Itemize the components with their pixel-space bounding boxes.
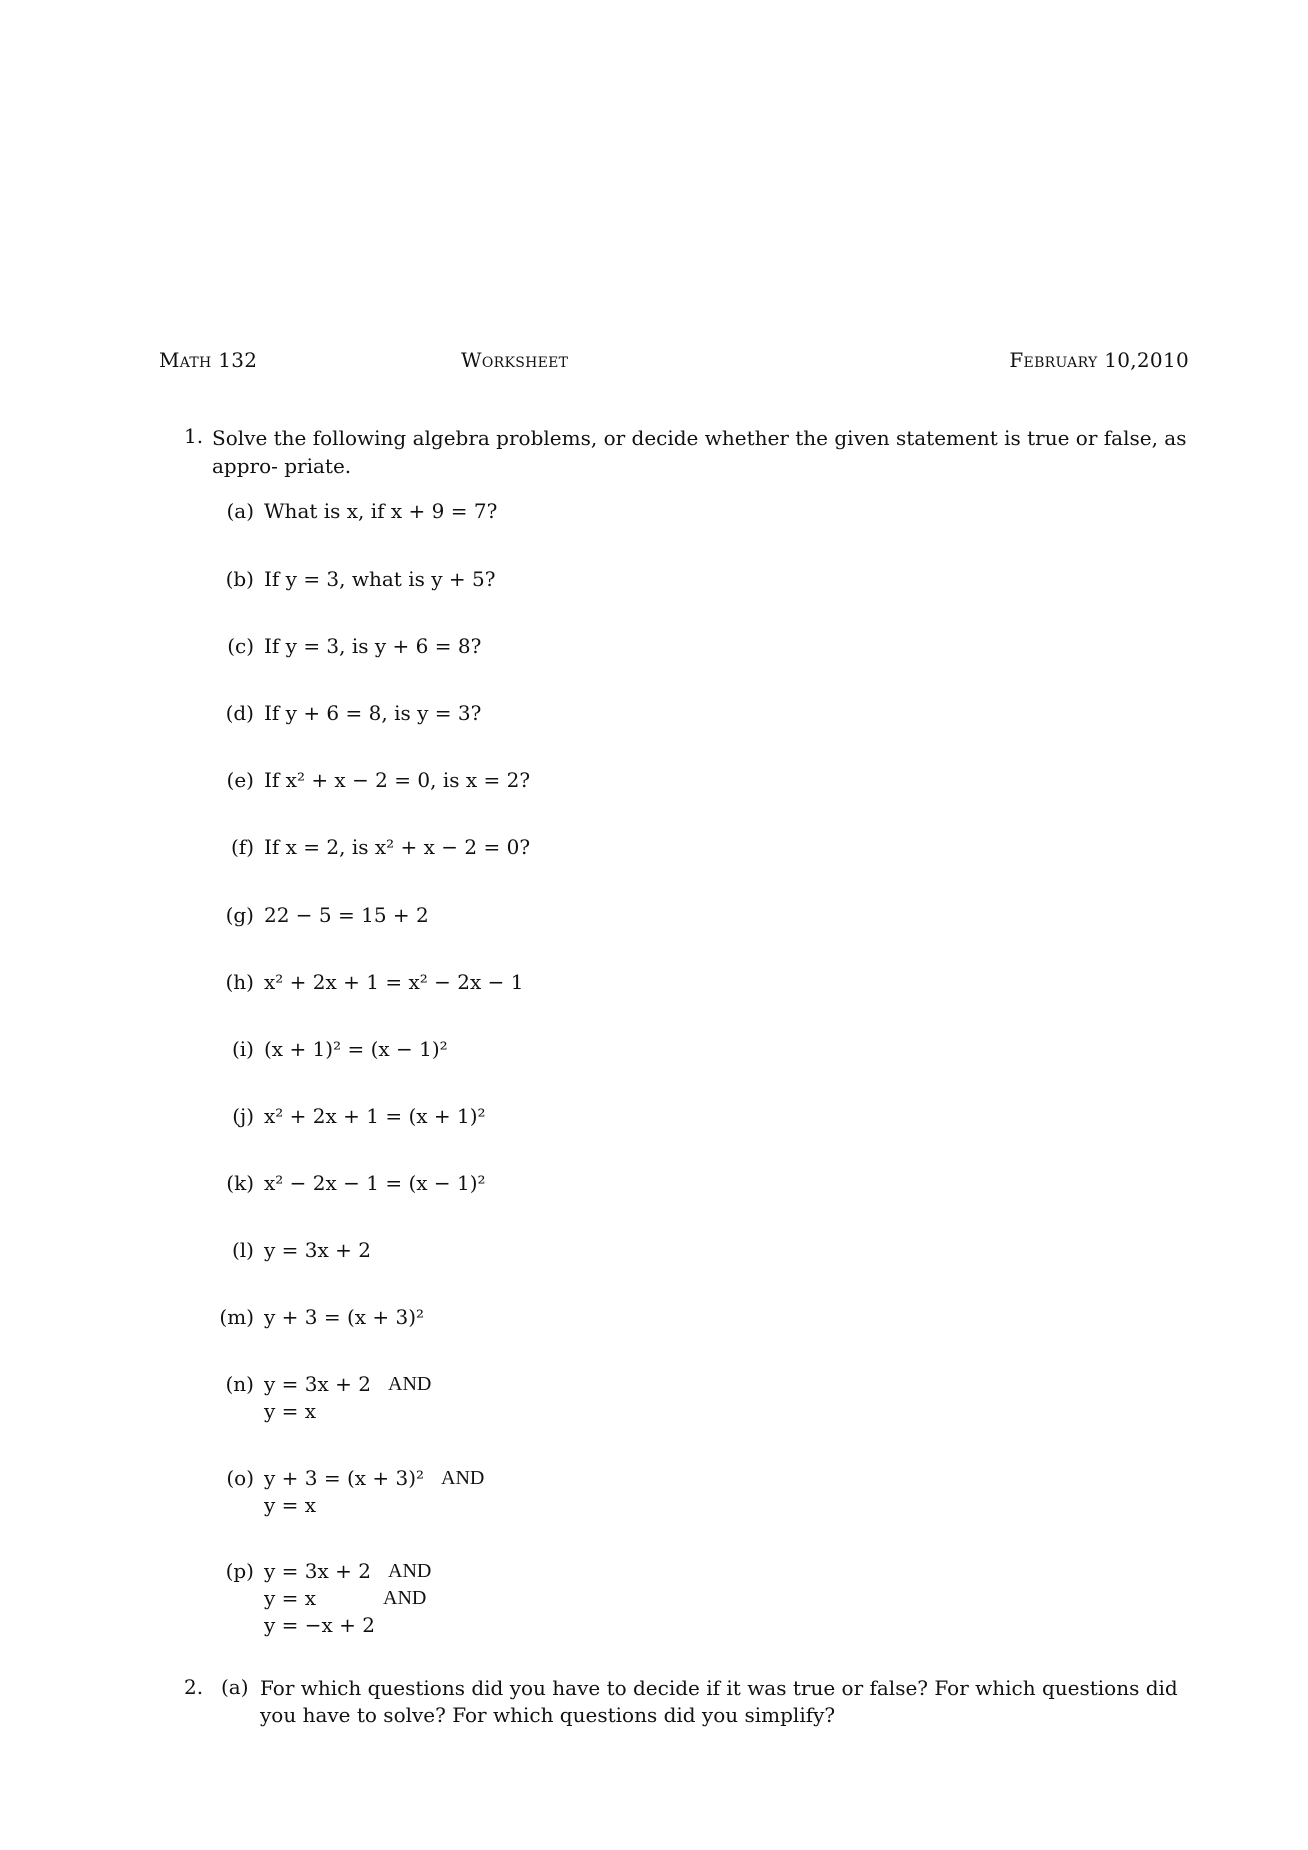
equation-line-1: y + 3 = (x + 3)²	[264, 1466, 425, 1490]
document-title: Worksheet	[461, 348, 569, 372]
and-connector: AND	[388, 1373, 432, 1395]
problem-l	[231, 1237, 371, 1264]
and-connector: AND	[388, 1560, 432, 1582]
problem-p	[225, 1558, 504, 1639]
question-2-number: 2.	[184, 1675, 204, 1699]
problem-text: If y + 6 = 8, is y = 3?	[264, 701, 482, 725]
problem-b	[225, 566, 496, 593]
problem-text: x² + 2x + 1 = (x + 1)²	[264, 1104, 486, 1128]
problem-a	[226, 498, 498, 525]
problem-text: x² − 2x − 1 = (x − 1)²	[264, 1171, 486, 1195]
and-connector: AND	[441, 1467, 485, 1489]
course-name: Math 132	[159, 348, 258, 372]
equation-line-1: y = 3x + 2	[264, 1372, 371, 1396]
problem-label: (a)	[226, 499, 254, 523]
problem-i	[231, 1036, 448, 1063]
problem-label: (d)	[225, 701, 254, 725]
problem-text: What is x, if x + 9 = 7?	[264, 499, 498, 523]
problem-text: 22 − 5 = 15 + 2	[264, 903, 429, 927]
question-2-part-label: (a)	[221, 1675, 249, 1699]
problem-label: (n)	[225, 1372, 254, 1396]
question-1-prompt: Solve the following algebra problems, or decide whether the given statement is true or false, as appro- priate.	[212, 426, 1187, 478]
problem-label: (h)	[225, 970, 254, 994]
equation-line-2: y = x	[264, 1586, 317, 1610]
problem-text: If y = 3, what is y + 5?	[264, 567, 496, 591]
problem-label: (m)	[219, 1305, 254, 1329]
problem-text: x² + 2x + 1 = x² − 2x − 1	[264, 970, 524, 994]
problem-d	[225, 700, 482, 727]
problem-text: If y = 3, is y + 6 = 8?	[264, 634, 482, 658]
problem-label: (o)	[226, 1466, 254, 1490]
problem-text: If x = 2, is x² + x − 2 = 0?	[264, 835, 531, 859]
problem-k	[226, 1170, 486, 1197]
problem-text: y + 3 = (x + 3)²	[264, 1305, 425, 1329]
problem-c	[227, 633, 482, 660]
problem-o	[226, 1465, 524, 1519]
problem-label: (i)	[231, 1037, 254, 1061]
document-date: February 10,2010	[1009, 348, 1189, 372]
problem-label: (e)	[226, 768, 254, 792]
problem-text: (x + 1)² = (x − 1)²	[264, 1037, 448, 1061]
problem-j	[232, 1103, 486, 1130]
problem-text: y = 3x + 2	[264, 1238, 371, 1262]
problem-h	[225, 969, 524, 996]
equation-line-1: y = 3x + 2	[264, 1559, 371, 1583]
problem-label: (p)	[225, 1559, 254, 1583]
problem-text: If x² + x − 2 = 0, is x = 2?	[264, 768, 531, 792]
equation-line-2: y = x	[264, 1399, 317, 1423]
equation-line-3: y = −x + 2	[264, 1613, 376, 1637]
problem-f	[230, 834, 531, 861]
question-1-number: 1.	[184, 424, 204, 448]
problem-label: (f)	[230, 835, 254, 859]
and-connector: AND	[383, 1587, 427, 1609]
problem-label: (l)	[231, 1238, 254, 1262]
problem-label: (g)	[225, 903, 254, 927]
equation-line-2: y = x	[264, 1493, 317, 1517]
question-2-prompt: For which questions did you have to decide if it was true or false? For which questions did you have to solve? For which questions did you simplify?	[260, 1676, 1178, 1727]
problem-g	[225, 902, 429, 929]
page-header	[159, 348, 1189, 378]
problem-n	[225, 1371, 504, 1425]
problem-label: (j)	[232, 1104, 254, 1128]
problem-e	[226, 767, 531, 794]
problem-label: (b)	[225, 567, 254, 591]
problem-label: (k)	[226, 1171, 254, 1195]
problem-label: (c)	[227, 634, 254, 658]
problem-m	[219, 1304, 425, 1331]
